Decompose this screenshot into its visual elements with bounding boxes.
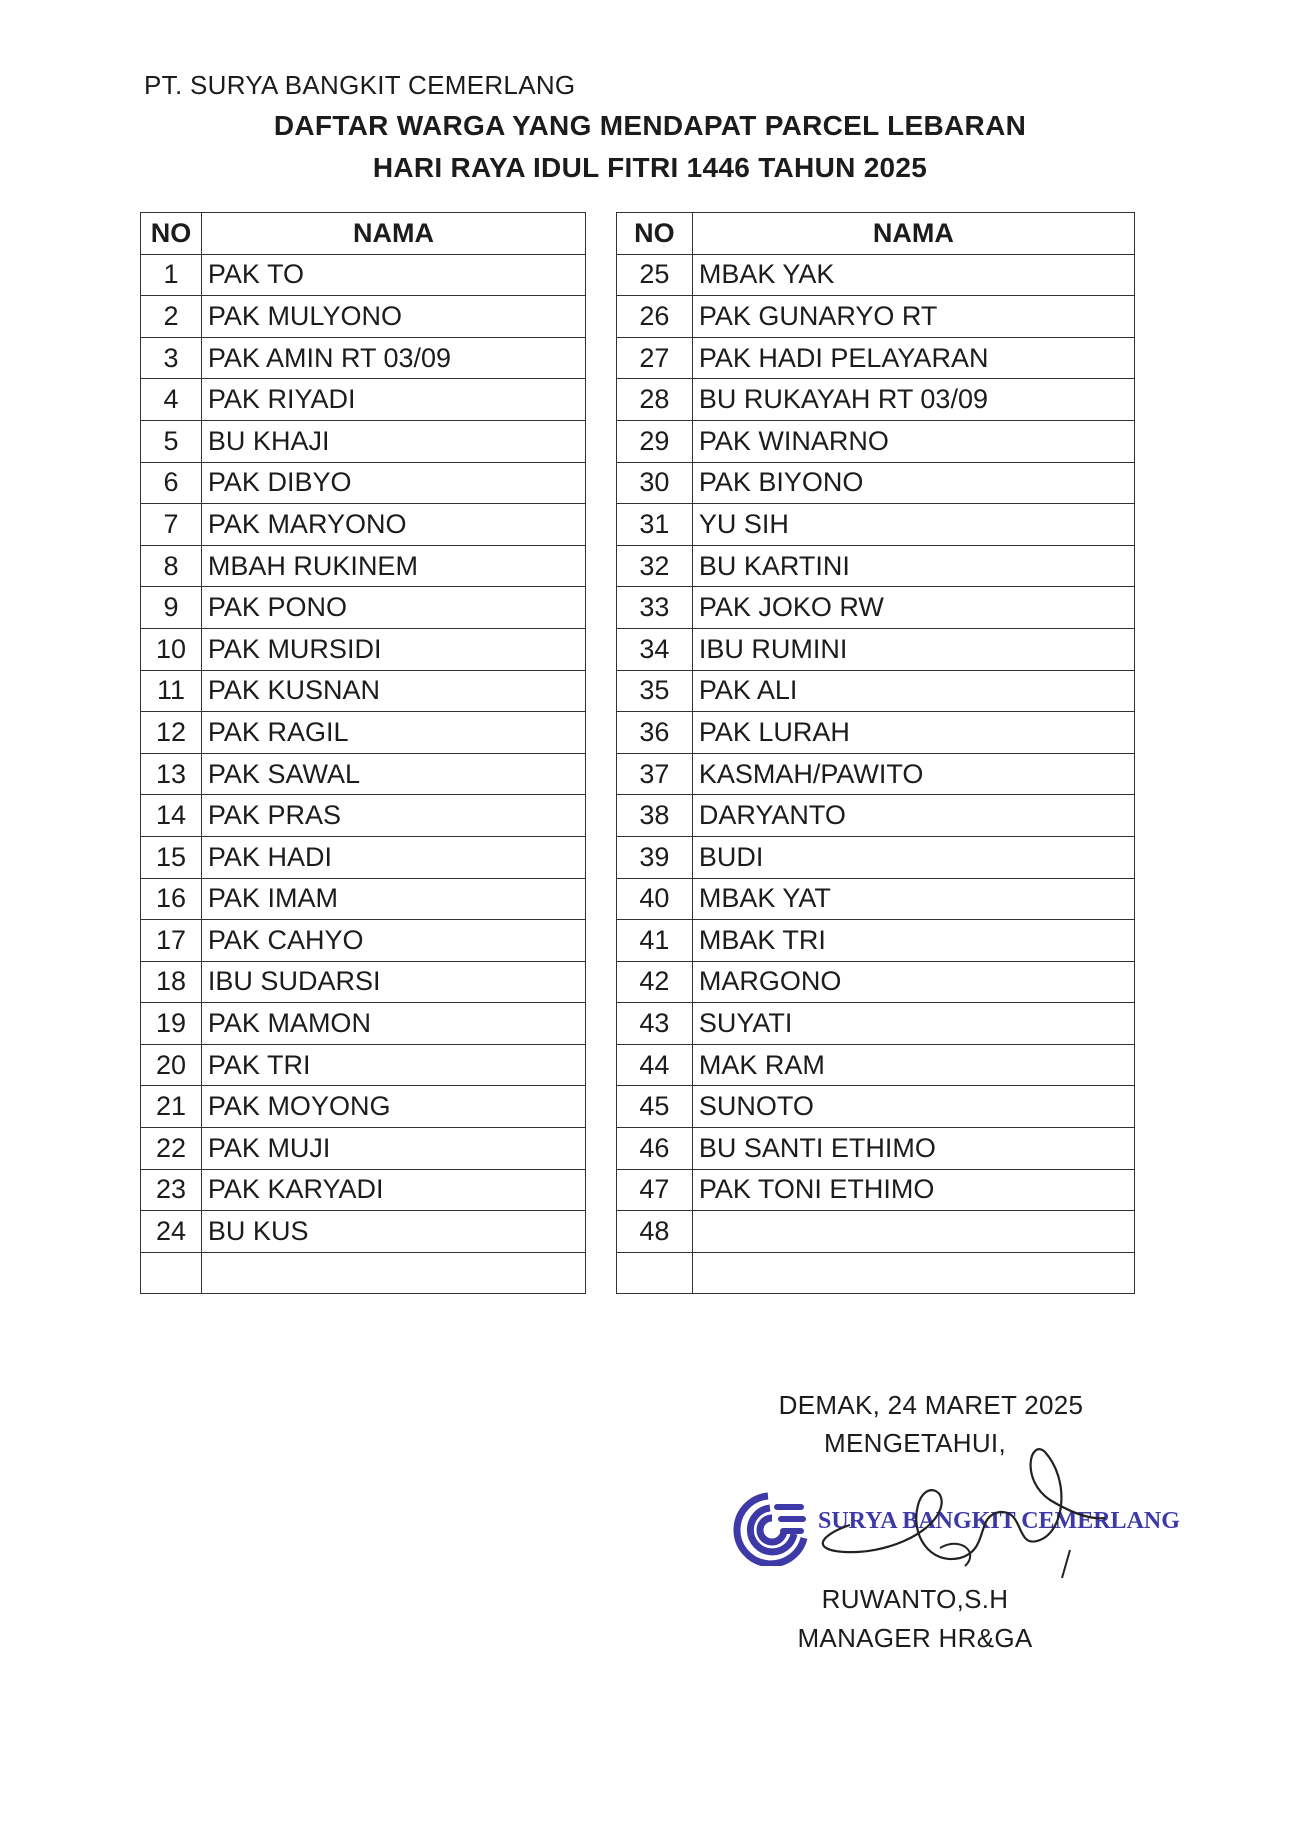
- recipient-table-left: [140, 212, 586, 1294]
- row-number: 18: [141, 961, 202, 1003]
- recipient-name: PAK DIBYO: [201, 462, 585, 504]
- row-number: 14: [141, 795, 202, 837]
- recipient-name: SUNOTO: [692, 1086, 1134, 1128]
- recipient-name: PAK LURAH: [692, 712, 1134, 754]
- stamp-text: SURYA BANGKIT CEMERLANG: [818, 1508, 1180, 1534]
- row-number: 46: [617, 1128, 693, 1170]
- table-row: [141, 878, 586, 920]
- table-row: [617, 753, 1135, 795]
- table-row: [617, 1252, 1135, 1294]
- table-row: [141, 296, 586, 338]
- table-row: [141, 504, 586, 546]
- recipient-name: PAK SAWAL: [201, 753, 585, 795]
- row-number: 25: [617, 254, 693, 296]
- recipient-name: IBU RUMINI: [692, 628, 1134, 670]
- row-number: 24: [141, 1211, 202, 1253]
- row-number: 22: [141, 1128, 202, 1170]
- row-number: 31: [617, 504, 693, 546]
- row-number: 27: [617, 337, 693, 379]
- row-number: 42: [617, 961, 693, 1003]
- row-number: 23: [141, 1169, 202, 1211]
- row-number: 9: [141, 587, 202, 629]
- acknowledged-label: MENGETAHUI,: [824, 1428, 1006, 1458]
- recipient-name: PAK RAGIL: [201, 712, 585, 754]
- table-row: [141, 1128, 586, 1170]
- table-row: [141, 1252, 586, 1294]
- row-number: 13: [141, 753, 202, 795]
- row-number: 32: [617, 545, 693, 587]
- table-row: [141, 545, 586, 587]
- row-number: 7: [141, 504, 202, 546]
- table-row: [141, 753, 586, 795]
- row-number: 35: [617, 670, 693, 712]
- table-row: [617, 379, 1135, 421]
- recipient-name: KASMAH/PAWITO: [692, 753, 1134, 795]
- row-number: 36: [617, 712, 693, 754]
- table-row: [617, 337, 1135, 379]
- recipient-name: BU KHAJI: [201, 420, 585, 462]
- recipient-name: DARYANTO: [692, 795, 1134, 837]
- table-row: [141, 670, 586, 712]
- row-number: 19: [141, 1003, 202, 1045]
- recipient-name: PAK MARYONO: [201, 504, 585, 546]
- signer-title: MANAGER HR&GA: [797, 1623, 1033, 1653]
- table-row: [617, 1169, 1135, 1211]
- table-row: [141, 337, 586, 379]
- recipient-name: PAK WINARNO: [692, 420, 1134, 462]
- recipient-name: MBAK YAT: [692, 878, 1134, 920]
- table-row: [617, 878, 1135, 920]
- table-row: [141, 1003, 586, 1045]
- table-row: [617, 961, 1135, 1003]
- table-row: [617, 254, 1135, 296]
- column-header-name: NAMA: [692, 213, 1134, 255]
- row-number: 26: [617, 296, 693, 338]
- table-row: [617, 628, 1135, 670]
- row-number: 44: [617, 1044, 693, 1086]
- row-number: 17: [141, 920, 202, 962]
- recipient-name: [692, 1211, 1134, 1253]
- table-row: [141, 712, 586, 754]
- row-number: [617, 1252, 693, 1294]
- recipient-name: PAK CAHYO: [201, 920, 585, 962]
- recipient-name: PAK TONI ETHIMO: [692, 1169, 1134, 1211]
- table-row: [617, 296, 1135, 338]
- recipient-name: MARGONO: [692, 961, 1134, 1003]
- table-row: [617, 1128, 1135, 1170]
- row-number: 41: [617, 920, 693, 962]
- recipient-name: PAK TO: [201, 254, 585, 296]
- recipient-name: PAK KARYADI: [201, 1169, 585, 1211]
- company-name: PT. SURYA BANGKIT CEMERLANG: [144, 70, 576, 100]
- row-number: 16: [141, 878, 202, 920]
- recipient-name: [692, 1252, 1134, 1294]
- row-number: 12: [141, 712, 202, 754]
- recipient-name: PAK TRI: [201, 1044, 585, 1086]
- recipient-table-right: [616, 212, 1135, 1294]
- recipient-name: PAK HADI PELAYARAN: [692, 337, 1134, 379]
- table-header-row: [617, 213, 1135, 255]
- table-row: [617, 504, 1135, 546]
- table-row: [617, 587, 1135, 629]
- column-header-no: NO: [617, 213, 693, 255]
- recipient-name: PAK HADI: [201, 836, 585, 878]
- row-number: 47: [617, 1169, 693, 1211]
- row-number: 20: [141, 1044, 202, 1086]
- table-row: [617, 836, 1135, 878]
- table-row: [617, 795, 1135, 837]
- row-number: 45: [617, 1086, 693, 1128]
- table-header-row: [141, 213, 586, 255]
- recipient-name: PAK ALI: [692, 670, 1134, 712]
- table-row: [141, 836, 586, 878]
- row-number: 48: [617, 1211, 693, 1253]
- recipient-name: PAK BIYONO: [692, 462, 1134, 504]
- recipient-name: BU RUKAYAH RT 03/09: [692, 379, 1134, 421]
- row-number: 10: [141, 628, 202, 670]
- recipient-name: PAK MOYONG: [201, 1086, 585, 1128]
- row-number: 40: [617, 878, 693, 920]
- document-subtitle: HARI RAYA IDUL FITRI 1446 TAHUN 2025: [372, 152, 928, 183]
- recipient-name: BU KUS: [201, 1211, 585, 1253]
- table-row: [141, 1211, 586, 1253]
- recipient-name: PAK MUJI: [201, 1128, 585, 1170]
- table-row: [141, 628, 586, 670]
- document-title: DAFTAR WARGA YANG MENDAPAT PARCEL LEBARAN: [273, 110, 1027, 141]
- row-number: 6: [141, 462, 202, 504]
- recipient-name: PAK MAMON: [201, 1003, 585, 1045]
- recipient-name: SUYATI: [692, 1003, 1134, 1045]
- recipient-name: PAK PONO: [201, 587, 585, 629]
- recipient-name: MAK RAM: [692, 1044, 1134, 1086]
- row-number: 8: [141, 545, 202, 587]
- recipient-name: MBAK YAK: [692, 254, 1134, 296]
- row-number: 38: [617, 795, 693, 837]
- recipient-name: PAK JOKO RW: [692, 587, 1134, 629]
- handwritten-signature: [790, 1440, 1110, 1600]
- recipient-name: PAK AMIN RT 03/09: [201, 337, 585, 379]
- row-number: 33: [617, 587, 693, 629]
- recipient-name: BU KARTINI: [692, 545, 1134, 587]
- table-row: [141, 462, 586, 504]
- row-number: 37: [617, 753, 693, 795]
- table-row: [141, 961, 586, 1003]
- place-date: DEMAK, 24 MARET 2025: [778, 1390, 1084, 1420]
- table-row: [617, 920, 1135, 962]
- recipient-name: PAK MULYONO: [201, 296, 585, 338]
- row-number: 34: [617, 628, 693, 670]
- recipient-name: BUDI: [692, 836, 1134, 878]
- row-number: 4: [141, 379, 202, 421]
- recipient-name: BU SANTI ETHIMO: [692, 1128, 1134, 1170]
- row-number: 43: [617, 1003, 693, 1045]
- row-number: 1: [141, 254, 202, 296]
- recipient-name: PAK RIYADI: [201, 379, 585, 421]
- row-number: 2: [141, 296, 202, 338]
- recipient-name: PAK IMAM: [201, 878, 585, 920]
- column-header-no: NO: [141, 213, 202, 255]
- row-number: 21: [141, 1086, 202, 1128]
- table-row: [141, 1169, 586, 1211]
- table-row: [141, 254, 586, 296]
- row-number: 3: [141, 337, 202, 379]
- row-number: 5: [141, 420, 202, 462]
- recipient-name: [201, 1252, 585, 1294]
- column-header-name: NAMA: [201, 213, 585, 255]
- table-row: [141, 420, 586, 462]
- table-row: [617, 1211, 1135, 1253]
- row-number: 28: [617, 379, 693, 421]
- table-row: [141, 920, 586, 962]
- table-row: [141, 587, 586, 629]
- table-row: [617, 712, 1135, 754]
- table-row: [617, 670, 1135, 712]
- table-row: [617, 1003, 1135, 1045]
- table-row: [617, 420, 1135, 462]
- table-row: [141, 379, 586, 421]
- recipient-name: MBAH RUKINEM: [201, 545, 585, 587]
- row-number: 11: [141, 670, 202, 712]
- table-row: [141, 795, 586, 837]
- row-number: 15: [141, 836, 202, 878]
- recipient-name: IBU SUDARSI: [201, 961, 585, 1003]
- table-row: [617, 545, 1135, 587]
- table-row: [617, 1044, 1135, 1086]
- row-number: [141, 1252, 202, 1294]
- recipient-name: PAK KUSNAN: [201, 670, 585, 712]
- table-row: [617, 1086, 1135, 1128]
- recipient-name: MBAK TRI: [692, 920, 1134, 962]
- table-row: [617, 462, 1135, 504]
- table-row: [141, 1044, 586, 1086]
- table-row: [141, 1086, 586, 1128]
- row-number: 39: [617, 836, 693, 878]
- recipient-name: PAK MURSIDI: [201, 628, 585, 670]
- recipient-name: PAK PRAS: [201, 795, 585, 837]
- recipient-name: PAK GUNARYO RT: [692, 296, 1134, 338]
- row-number: 30: [617, 462, 693, 504]
- recipient-name: YU SIH: [692, 504, 1134, 546]
- signer-name: RUWANTO,S.H: [821, 1584, 1009, 1614]
- row-number: 29: [617, 420, 693, 462]
